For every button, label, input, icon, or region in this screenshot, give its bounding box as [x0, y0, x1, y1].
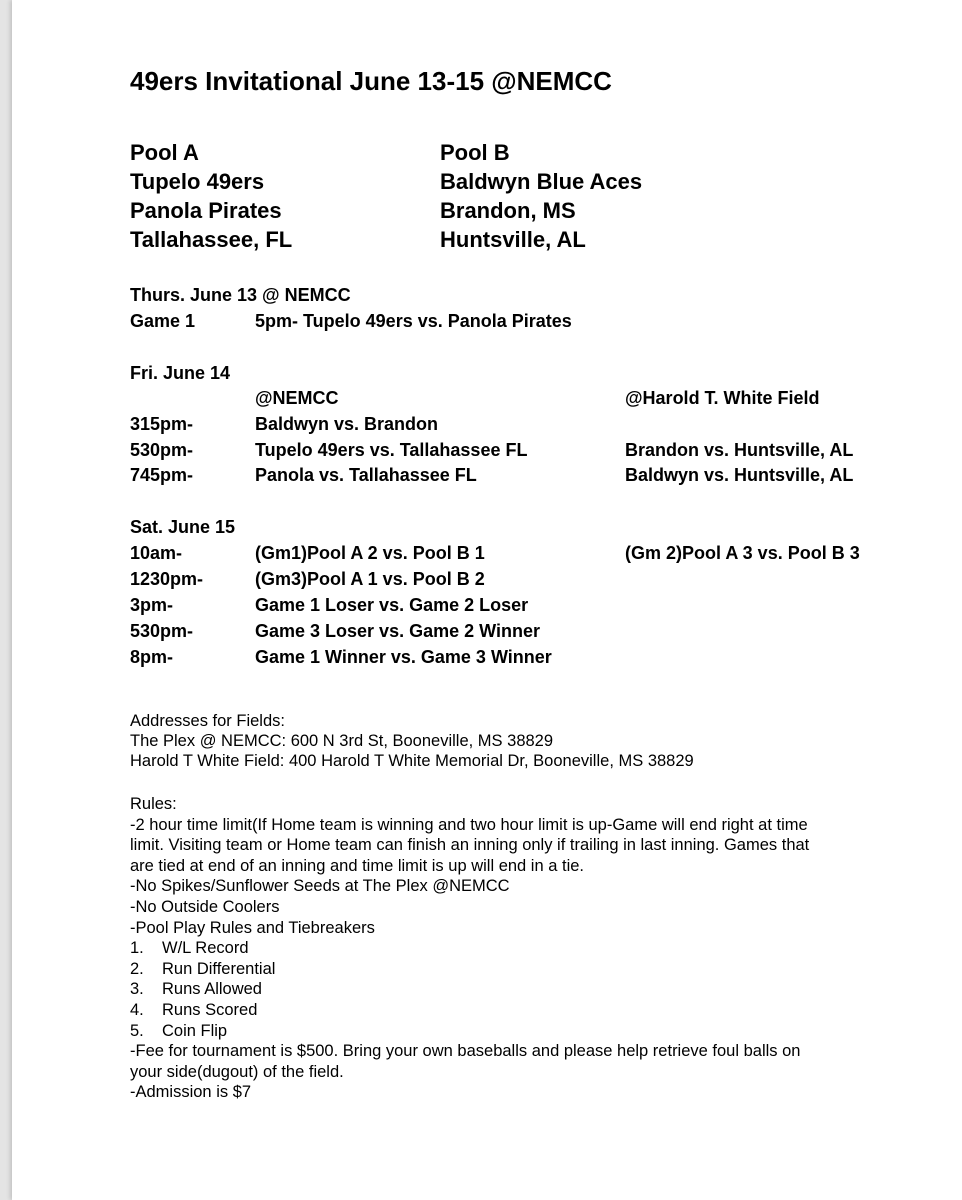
pool-b-team: Brandon, MS — [440, 198, 576, 223]
rule-line: are tied at end of an inning and time limit is up will end in a tie. — [130, 856, 585, 875]
saturday-time: 8pm- — [130, 647, 174, 667]
rule-line: -Fee for tournament is $500. Bring your own baseballs and please help retrieve foul balls on — [130, 1042, 801, 1061]
friday-game-nemcc: Baldwyn vs. Brandon — [255, 414, 439, 434]
rule-line: your side(dugout) of the field. — [130, 1062, 344, 1081]
friday-time: 530pm- — [130, 440, 194, 460]
friday-game-white-field: Baldwyn vs. Huntsville, AL — [625, 465, 854, 485]
friday-game-white-field: Brandon vs. Huntsville, AL — [625, 440, 854, 460]
thursday-header: Thurs. June 13 @ NEMCC — [130, 285, 351, 305]
thursday-game-label: Game 1 — [130, 311, 196, 331]
rule-line: -No Spikes/Sunflower Seeds at The Plex @NEMCC — [130, 877, 510, 896]
pool-a-header: Pool A — [130, 140, 199, 165]
tiebreaker-item — [130, 959, 930, 980]
saturday-header: Sat. June 15 — [130, 517, 236, 537]
pool-a-team: Tupelo 49ers — [130, 169, 265, 194]
rules-section — [130, 794, 930, 1103]
rule-line: -Admission is $7 — [130, 1083, 252, 1102]
friday-game-nemcc: Panola vs. Tallahassee FL — [255, 465, 477, 485]
saturday-game: Game 1 Winner vs. Game 3 Winner — [255, 647, 552, 667]
saturday-game: (Gm1)Pool A 2 vs. Pool B 1 — [255, 543, 485, 563]
friday-time: 315pm- — [130, 414, 194, 434]
pool-a-team: Tallahassee, FL — [130, 227, 293, 252]
pool-b-header: Pool B — [440, 140, 510, 165]
tiebreaker-number: 1. — [130, 939, 144, 958]
pool-b-team: Baldwyn Blue Aces — [440, 169, 643, 194]
saturday-game: Game 3 Loser vs. Game 2 Winner — [255, 621, 540, 641]
friday-game-nemcc: Tupelo 49ers vs. Tallahassee FL — [255, 440, 528, 460]
thursday-game: 5pm- Tupelo 49ers vs. Panola Pirates — [255, 311, 572, 331]
address-line: Harold T White Field: 400 Harold T White Memorial Dr, Booneville, MS 38829 — [130, 752, 694, 770]
tiebreaker-text: Run Differential — [162, 959, 276, 978]
page-title: 49ers Invitational June 13-15 @NEMCC — [130, 66, 612, 96]
friday-venue-nemcc: @NEMCC — [255, 388, 339, 408]
saturday-time: 1230pm- — [130, 569, 204, 589]
saturday-time: 3pm- — [130, 595, 174, 615]
tiebreaker-item — [130, 1021, 930, 1042]
saturday-time: 530pm- — [130, 621, 194, 641]
saturday-time: 10am- — [130, 543, 183, 563]
rule-line: -No Outside Coolers — [130, 897, 280, 916]
tiebreaker-text: W/L Record — [162, 939, 249, 958]
friday-venue-white-field: @Harold T. White Field — [625, 388, 820, 408]
rule-line: -2 hour time limit(If Home team is winning and two hour limit is up-Game will end right at time — [130, 815, 808, 834]
saturday-game-2: (Gm 2)Pool A 3 vs. Pool B 3 — [625, 543, 860, 563]
saturday-game: Game 1 Loser vs. Game 2 Loser — [255, 595, 529, 615]
tiebreaker-number: 4. — [130, 1000, 144, 1019]
tiebreaker-number: 5. — [130, 1021, 144, 1040]
pool-b-team: Huntsville, AL — [440, 227, 586, 252]
saturday-game: (Gm3)Pool A 1 vs. Pool B 2 — [255, 569, 485, 589]
tiebreaker-item — [130, 1000, 930, 1021]
pool-a-team: Panola Pirates — [130, 198, 282, 223]
friday-time: 745pm- — [130, 465, 194, 485]
address-line: The Plex @ NEMCC: 600 N 3rd St, Booneville, MS 38829 — [130, 732, 554, 750]
document-page — [12, 0, 962, 1200]
rule-line: -Pool Play Rules and Tiebreakers — [130, 918, 375, 937]
tiebreaker-item — [130, 979, 930, 1000]
friday-header: Fri. June 14 — [130, 363, 231, 383]
rules-header: Rules: — [130, 795, 177, 813]
addresses-header: Addresses for Fields: — [130, 712, 285, 730]
tiebreaker-text: Runs Allowed — [162, 980, 262, 999]
tiebreaker-item — [130, 938, 930, 959]
tiebreaker-number: 2. — [130, 959, 144, 978]
tiebreaker-text: Runs Scored — [162, 1000, 258, 1019]
tiebreaker-number: 3. — [130, 980, 144, 999]
tiebreaker-text: Coin Flip — [162, 1021, 228, 1040]
rule-line: limit. Visiting team or Home team can finish an inning only if trailing in last inning. Games that — [130, 836, 810, 855]
